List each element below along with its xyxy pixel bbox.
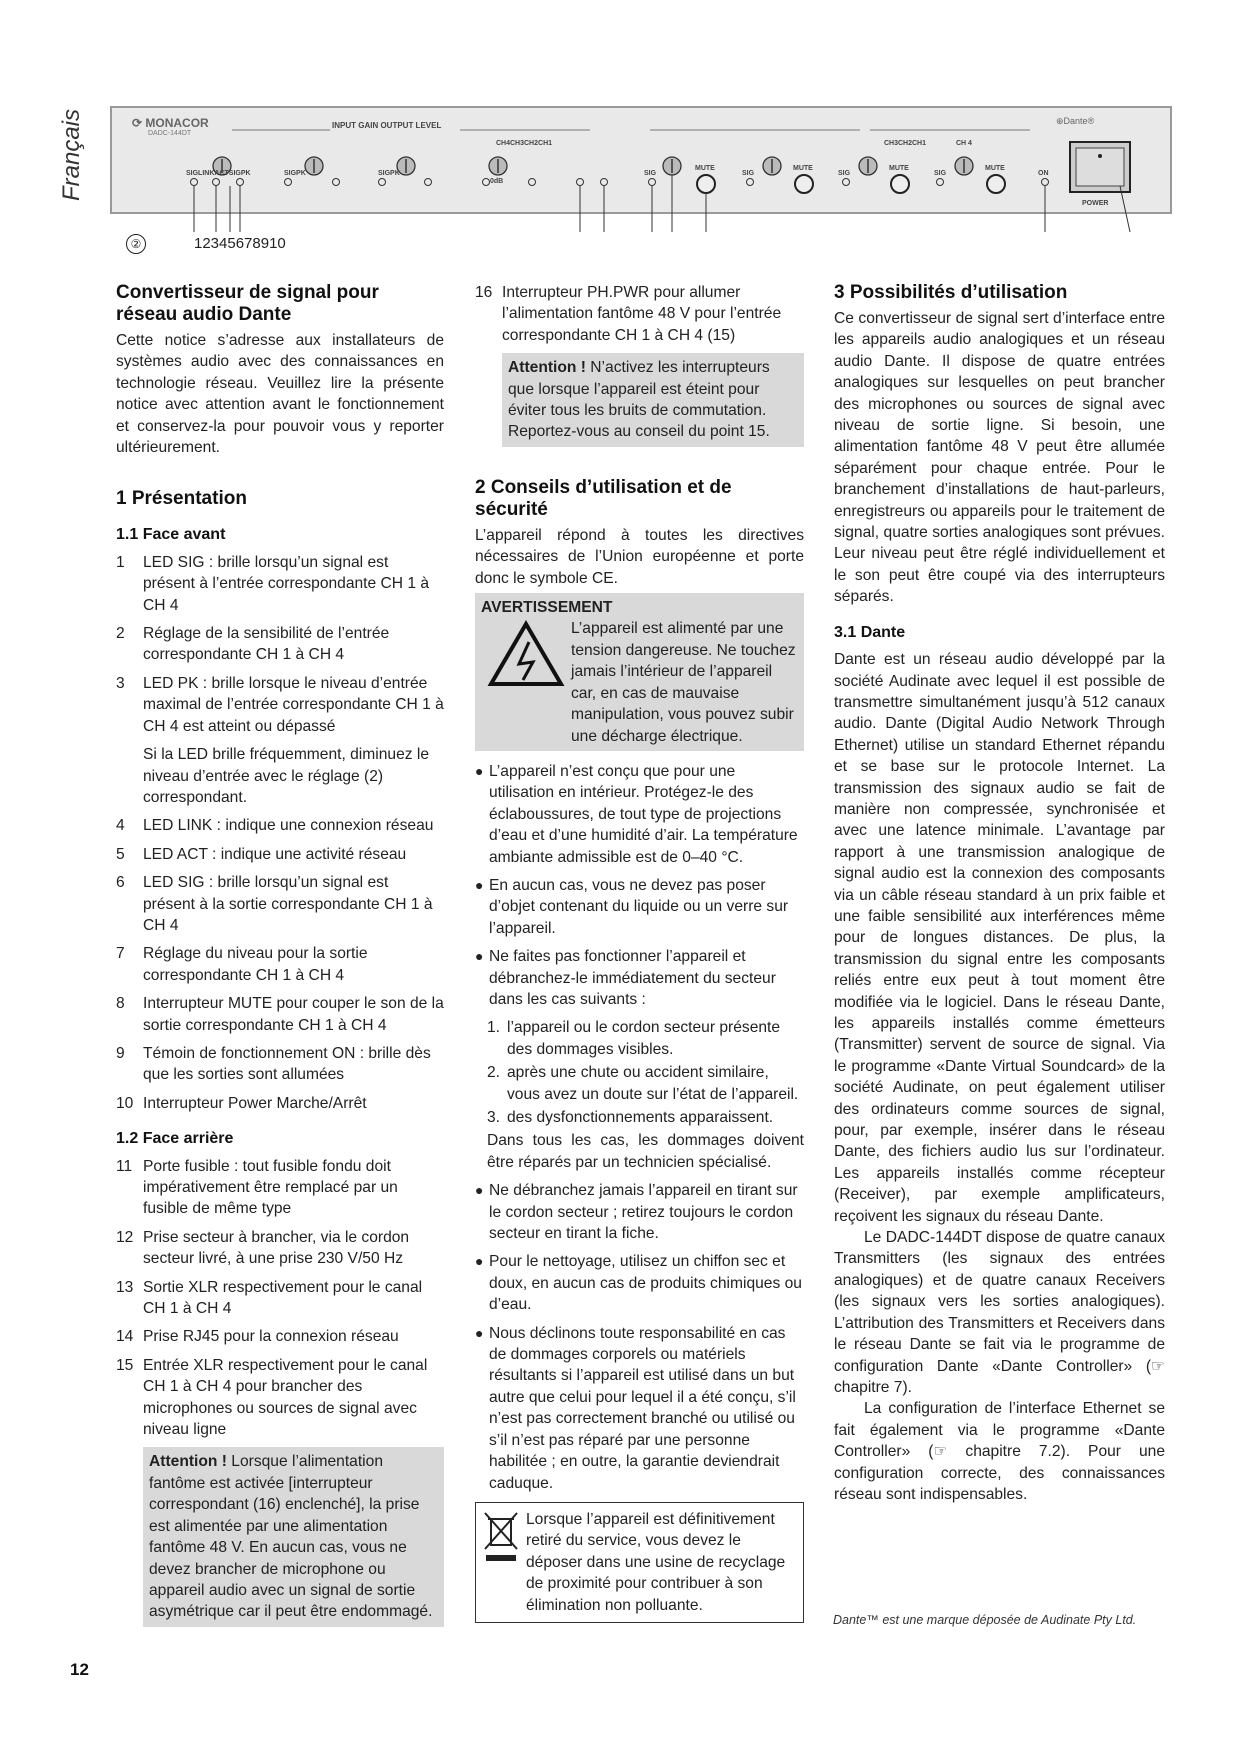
section-1-heading: 1 Présentation <box>116 488 247 510</box>
item-number: 2 <box>116 625 125 643</box>
document-title: Convertisseur de signal pour réseau audio Dante <box>116 282 379 325</box>
channels-paragraph: Le DADC-144DT dispose de quatre canaux Transmitters (les signaux des entrées analogiques) et de quatre canaux Receivers (les signaux vers les sorties analogiques). L’attribution des Transmitters et Receivers dans le réseau Dante se fait via le programme de configuration Dante «Dante Controller» (☞ chapitre 7). <box>834 1229 1165 1396</box>
bullet-text: En aucun cas, vous ne devez pas poser d’objet contenant du liquide ou un verre sur l’appareil. <box>489 876 789 937</box>
list-item <box>116 815 444 836</box>
warning-text: L’appareil est alimenté par une tension dangereuse. Ne touchez jamais l’intérieur de l’appareil car, en cas de mauvaise manipulation, vous pouvez subir une décharge électrique. <box>571 620 796 745</box>
rear-panel-list <box>116 1156 444 1441</box>
mute-button-2 <box>795 175 813 193</box>
mute-button-3 <box>891 175 909 193</box>
dante-logo: ⊕Dante® <box>1056 116 1095 126</box>
crossed-bin-icon <box>482 1509 520 1565</box>
dante-paragraph: Dante est un réseau audio développé par la société Audinate avec lequel il est possible de transmettre simultanément jusqu’à 512 canaux audio. Dante (Digital Audio Network Through Ethernet) utilise un standard Ethernet répandu et se base sur le protocole Internet. La transmission des signaux audio se fait de manière non compressée, synchronisée et avec une latence minimale. L’avantage par rapport à une transmission analogique de signal audio est la connexion des composants via un câble réseau standard à un prix faible et une faible sensibilité aux interférences même pour de longues distances. De plus, la transmission du signal entre les composants reliés entre eux peut à tout moment être modifiée via le logiciel. Dans le réseau Dante, les appareils installés comme émetteurs (Transmitter) servent de source de signal. Via le programme «Dante Virtual Soundcard» de la société Audinate, on peut également utiliser des ordinateurs comme sources de signal, pour, par exemple, insérer dans le réseau Dante, des fichiers audio lus sur l’ordinateur. Les appareils installés comme récepteur (Receiver), par exemple amplificateurs, reçoivent les signaux du réseau Dante. <box>834 651 1165 1225</box>
list-item <box>116 1326 444 1347</box>
bullet-item <box>475 1323 804 1494</box>
sub-item <box>487 1107 804 1128</box>
item-text: Interrupteur MUTE pour couper le son de la sortie correspondante CH 1 à CH 4 <box>143 995 444 1034</box>
bullet-dot: ● <box>475 948 484 965</box>
page-number: 12 <box>70 1660 89 1679</box>
bullet-item <box>475 946 804 1010</box>
list-item <box>116 623 444 666</box>
list-item <box>116 993 444 1036</box>
item-text: Entrée XLR respectivement pour le canal CH 1 à CH 4 pour brancher des microphones ou sources de signal avec niveau ligne <box>143 1356 428 1439</box>
bullet-item <box>475 1180 804 1244</box>
item-text: Prise secteur à brancher, via le cordon secteur livré, à une prise 230 V/50 Hz <box>143 1228 410 1268</box>
sub-item <box>487 1017 804 1060</box>
warning-box <box>475 593 804 751</box>
bullet-text: L’appareil n’est conçu que pour une utilisation en intérieur. Protégez-le des éclaboussures, de tout type de projections d’eau et d’une humidité d’air. La température ambiante admissible est de 0–40 °C. <box>489 762 798 866</box>
item-number: 9 <box>116 1044 125 1062</box>
item-number: 7 <box>116 945 125 963</box>
item-text: Prise RJ45 pour la connexion réseau <box>143 1328 399 1346</box>
high-voltage-warning-icon <box>481 618 571 688</box>
brand-logo: ⟳ MONACOR <box>132 116 209 130</box>
weee-text: Lorsque l’appareil est définitivement retiré du service, vous devez le déposer dans une usine de recyclage de proximité pour contribuer à son élimination non polluante. <box>526 1510 786 1614</box>
subsection-3-1-heading: 3.1 Dante <box>834 623 906 641</box>
mute-label-4: MUTE <box>985 165 1005 172</box>
safety-subitems <box>475 1017 804 1128</box>
bullet-item <box>475 761 804 868</box>
item-number <box>116 744 143 808</box>
sub-item-text: après une chute ou accident similaire, vous avez un doute sur l’état de l’appareil. <box>507 1064 799 1103</box>
input-led-labels: SIGLINKACTSIGPK <box>186 170 251 177</box>
callout-numbers: ② 12345678910 <box>126 234 286 254</box>
item-number: 1 <box>116 553 125 571</box>
item-text: LED ACT : indique une activité réseau <box>143 845 407 863</box>
item-number: 11 <box>116 1157 133 1175</box>
mute-label-3: MUTE <box>889 165 909 172</box>
list-item <box>116 943 444 986</box>
mute-label-1: MUTE <box>695 165 715 172</box>
sig-label-4: SIG <box>934 170 947 177</box>
item-text: Interrupteur Power Marche/Arrêt <box>143 1094 367 1112</box>
item-number: 15 <box>116 1356 134 1374</box>
list-item <box>116 1355 444 1441</box>
channel-4-label: CH 4 <box>956 140 972 147</box>
item-number: 6 <box>116 874 125 892</box>
bullet-dot: ● <box>475 1253 484 1270</box>
column-2 <box>475 282 804 1623</box>
item-text: LED PK : brille lorsque le niveau d’entrée maximal de l’entrée correspondante CH 1 à CH 4 est atteint ou dépassé <box>143 674 444 735</box>
warning-heading: AVERTISSEMENT <box>481 599 613 617</box>
usage-paragraph: Ce convertisseur de signal sert d’interface entre les appareils audio analogiques et un réseau audio Dante. Il dispose de quatre entrées analogiques sur lesquelles on peut brancher des microphones ou sources de signal avec niveau de sortie ligne. Si besoin, une alimentation fantôme 48 V peut être allumée séparément pour chaque entrée. Pour le branchement d’installations de haut-parleurs, enregistreurs ou appareils pour le traitement de signal, quatre sorties analogiques sont prévues. Leur niveau peut être réglé individuellement et le son peut être coupé via des interrupteurs séparés. <box>834 310 1165 606</box>
safety-bullets <box>475 761 804 1010</box>
on-label: ON <box>1038 170 1049 177</box>
item-text: Sortie XLR respectivement pour le canal CH 1 à CH 4 <box>143 1278 423 1318</box>
bullet-text: Ne faites pas fonctionner l’appareil et débranchez-le immédiatement du secteur dans les cas suivants : <box>489 948 776 1008</box>
list-item <box>116 844 444 865</box>
bullet-text: Pour le nettoyage, utilisez un chiffon sec et doux, en aucun cas de produits chimiques ou d’eau. <box>489 1253 802 1314</box>
section-2-heading: 2 Conseils d’utilisation et de sécurité <box>475 476 732 520</box>
item-number: 13 <box>116 1278 134 1296</box>
bullet-dot: ● <box>475 1324 484 1341</box>
sig-label-2: SIG <box>742 170 755 177</box>
item-number: 3 <box>116 674 125 692</box>
column-3 <box>834 282 1165 1505</box>
column-1 <box>116 282 444 1633</box>
attention-box-switch: Attention ! N’activez les interrupteurs que lorsque l’appareil est éteint pour éviter tous les bruits de commutation. Reportez-vous au conseil du point 15. <box>502 353 804 447</box>
sub-item-number: 1. <box>487 1019 501 1037</box>
bullet-text: Nous déclinons toute responsabilité en cas de dommages corporels ou matériels résultants si l’appareil est utilisé dans un but autre que celui pour lequel il a été conçu, s’il n’est pas correctement branché ou utilisé ou s’il n’est pas réparé par une personne habilitée ; en outre, la garantie deviendrait caduque. <box>489 1324 796 1492</box>
bullet-dot: ● <box>475 876 484 893</box>
item-number: 12 <box>116 1228 134 1246</box>
attention-box-phantom: Attention ! Lorsque l’alimentation fantôme est activée [interrupteur correspondant (16) enclenché], la prise est alimentée par une alimentation fantôme 48 V. En aucun cas, vous ne devez brancher de microphone ou appareil audio avec un signal de sortie asymétrique car il peut être endommagé. <box>143 1447 444 1626</box>
front-panel-list <box>116 552 444 1114</box>
input-led-labels-3: SIGPK <box>378 170 400 177</box>
sub-item-text: l’appareil ou le cordon secteur présente des dommages visibles. <box>507 1019 781 1058</box>
list-item <box>116 872 444 936</box>
power-label: POWER <box>1082 200 1109 207</box>
channels-right-label: CH3CH2CH1 <box>884 140 927 147</box>
list-item <box>116 1227 444 1270</box>
bullet-item <box>475 875 804 939</box>
channels-left-label: CH4CH3CH2CH1 <box>496 140 553 147</box>
item-number: 14 <box>116 1328 134 1346</box>
item-text: LED SIG : brille lorsqu’un signal est présent à la sortie correspondante CH 1 à CH 4 <box>143 874 433 934</box>
item-text: LED LINK : indique une connexion réseau <box>143 817 434 835</box>
list-item <box>116 1156 444 1220</box>
item-text: Réglage du niveau pour la sortie correspondante CH 1 à CH 4 <box>143 945 368 984</box>
input-led-labels-2: SIGPK <box>284 170 306 177</box>
sub-item-number: 2. <box>487 1064 501 1082</box>
odb-label: 0dB <box>490 178 504 185</box>
mute-button-4 <box>987 175 1005 193</box>
section-3-heading: 3 Possibilités d’utilisation <box>834 282 1068 303</box>
bullet-dot: ● <box>475 762 484 779</box>
bullet-dot: ● <box>475 1182 484 1199</box>
list-item <box>116 744 444 808</box>
mute-button-1 <box>697 175 715 193</box>
ethernet-paragraph: La configuration de l’interface Ethernet se fait également via le programme «Dante Controller» (☞ chapitre 7.2). Pour une configuration correcte, des connaissances réseau sont indispensables. <box>834 1400 1165 1503</box>
weee-notice-box <box>475 1502 804 1623</box>
item-number: 8 <box>116 995 125 1013</box>
sig-label-3: SIG <box>838 170 851 177</box>
callout-circle: ② <box>126 234 146 254</box>
list-item <box>116 673 444 737</box>
item-number: 5 <box>116 845 125 863</box>
intro-paragraph: Cette notice s’adresse aux installateurs de systèmes audio avec des connaissances en technologie réseau. Veuillez lire la présente notice avec attention avant le fonctionnement et conservez-la pour pouvoir vous y reporter ultérieurement. <box>116 332 444 457</box>
item-text: LED SIG : brille lorsqu’un signal est présent à l’entrée correspondante CH 1 à CH 4 <box>143 553 430 614</box>
item-number: 10 <box>116 1094 134 1112</box>
item-text: Porte fusible : tout fusible fondu doit impérativement être remplacé par un fusible de même type <box>143 1157 398 1218</box>
item-text: Si la LED brille fréquemment, diminuez le niveau d’entrée avec le réglage (2) correspondant. <box>143 746 430 806</box>
sub-item <box>487 1062 804 1105</box>
subsection-1-2-heading: 1.2 Face arrière <box>116 1130 234 1148</box>
bullet-item <box>475 1251 804 1315</box>
mute-label-2: MUTE <box>793 165 813 172</box>
input-output-header: INPUT GAIN OUTPUT LEVEL <box>332 121 442 130</box>
item-number: 4 <box>116 817 125 835</box>
list-item <box>116 1043 444 1086</box>
sig-label-1: SIG <box>644 170 657 177</box>
list-item <box>116 552 444 616</box>
sub-item-text: des dysfonctionnements apparaissent. <box>507 1109 774 1126</box>
list-item <box>116 1093 444 1114</box>
repair-note: Dans tous les cas, les dommages doivent être réparés par un technicien spécialisé. <box>487 1132 804 1171</box>
item-text: Réglage de la sensibilité de l’entrée correspondante CH 1 à CH 4 <box>143 625 390 664</box>
side-language-label: Français <box>58 108 85 202</box>
bullet-text: Ne débranchez jamais l’appareil en tirant sur le cordon secteur ; retirez toujours le cordon secteur en tirant la fiche. <box>489 1182 798 1243</box>
model-label: DADC-144DT <box>148 130 192 137</box>
sub-item-number: 3. <box>487 1109 501 1126</box>
trademark-footnote: Dante™ est une marque déposée de Audinate Pty Ltd. <box>833 1613 1137 1627</box>
subsection-1-1-heading: 1.1 Face avant <box>116 526 226 544</box>
compliance-paragraph: L’appareil répond à toutes les directives nécessaires de l’Union européenne et porte donc le symbole CE. <box>475 526 804 587</box>
item-text: Témoin de fonctionnement ON : brille dès que les sorties sont allumées <box>143 1044 431 1084</box>
safety-bullets-2 <box>475 1180 804 1494</box>
list-item: 16 Interrupteur PH.PWR pour allumer l’alimentation fantôme 48 V pour l’entrée correspondante CH 1 à CH 4 (15) <box>475 284 782 344</box>
list-item <box>116 1277 444 1320</box>
